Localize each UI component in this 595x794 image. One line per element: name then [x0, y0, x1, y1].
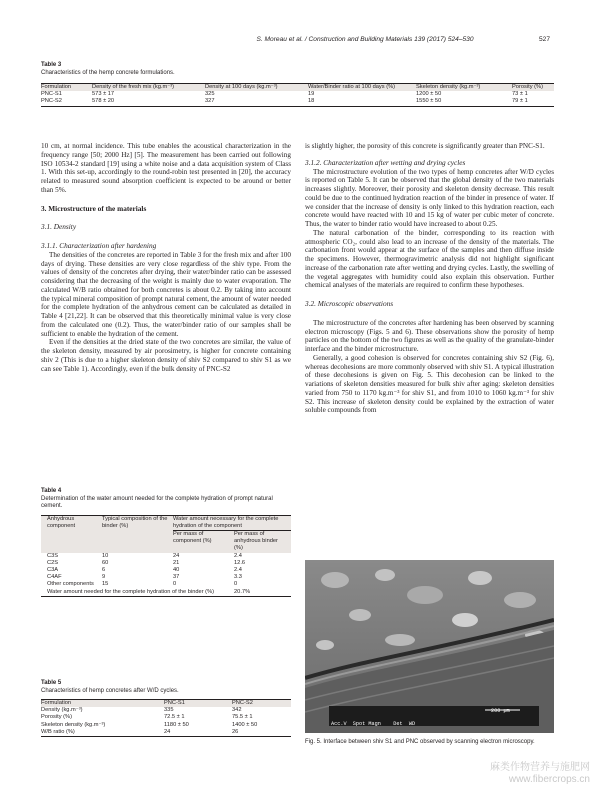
column-header: Per mass of component (%)	[173, 530, 212, 545]
section-heading-3: 3. Microstructure of the materials	[41, 203, 147, 213]
table-cell: 40	[173, 566, 180, 573]
table-3-caption: Characteristics of the hemp concrete formulations.	[41, 69, 175, 76]
table-5-caption: Characteristics of hemp concretes after W/D cycles.	[41, 687, 179, 694]
table-cell: 79 ± 1	[512, 98, 528, 105]
table-cell: C4AF	[47, 574, 62, 581]
left-column-text-top	[41, 142, 291, 373]
table-cell: C3S	[47, 552, 59, 559]
paragraph: The natural carbonation of the binder, corresponding to its reaction with atmospheric CO₂, could also lead to an increase of the density of the materials. The carbonation front would appear at the surface of the samples and then diffuse inside the specimens. However, thermogravimetric analysis did not highlight significant increase of the carbonation rate after wetting and drying cycles. Lastly, the swelling of the vegetal aggregates with humidity could also explain this observation. Further chemical analyses of the materials are required to confirm these hypotheses.	[305, 228, 554, 290]
table-cell: 15	[102, 581, 109, 588]
table-cell: Water amount needed for the complete hydration of the binder (%)	[47, 588, 215, 595]
table-cell: Other components	[47, 581, 94, 588]
column-header: Water/Binder ratio at 100 days (%)	[308, 84, 396, 90]
column-header: Water amount necessary for the complete hydration of the component	[173, 515, 291, 530]
table-row	[41, 91, 554, 98]
watermark-line-1: 麻类作物营养与施肥网	[490, 762, 590, 773]
figure-5-caption: Fig. 5. Interface between shiv S1 and PNC observed by scanning electron microscopy.	[305, 739, 535, 745]
table-4-caption: Determination of the water amount needed for the complete hydration of prompt natural cement.	[41, 495, 273, 509]
section-heading-3-1-1: 3.1.1. Characterization after hardening	[41, 241, 157, 250]
column-header: Skeleton density (kg.m⁻³)	[416, 84, 481, 90]
table-total-row	[41, 589, 291, 597]
paragraph: The densities of the concretes are reported in Table 3 for the fresh mix and after 100 days of drying. These densities are very close regardless of the shiv type. From the values of density of the concretes after drying, their water/binder ratio can be assessed considering that the decreasing of the weight is mainly due to water evaporation. The calculated W/B ratio obtained for both concretes is about 0.2. By taking into account the typical mineral composition of prompt natural cement, the amount of water needed for the complete hydration of the anhydrous cement can be calculated as detailed in Table 4 [21,22]. It can be observed that this theoretically minimal value is very close from the calculated one (0.2). Thus, the water/binder ratio of our samples shall be sufficient to enable the hydration of the cement.	[41, 250, 291, 338]
column-header: Density at 100 days (kg.m⁻³)	[205, 84, 278, 90]
table-cell: 24	[164, 728, 171, 735]
table-row	[41, 729, 291, 737]
table-cell: 24	[173, 552, 180, 559]
paragraph: The microstructure evolution of the two types of hemp concretes after W/D cycles is reported on Table 5. It can be observed that the global density of the two materials increases slightly. Moreover, their porosity and skeleton density decrease. This result could be due to the continued hydration reaction of the binder in presence of water. If we consider that the increase of density is only linked to this hydration reaction, each concrete would have reacted with 10 and 15 kg of water per cubic meter of concrete. Thus, the water to binder ratio would have increased to about 0.25.	[305, 167, 554, 228]
table-cell: 342	[232, 707, 242, 714]
table-row	[41, 714, 291, 721]
sem-info-bar	[331, 708, 424, 733]
paragraph: is slightly higher, the porosity of this concrete is significantly greater than PNC-S1.	[305, 142, 545, 150]
column-header: Formulation	[41, 700, 72, 706]
table-cell: 1180 ± 50	[164, 721, 189, 728]
table-row	[41, 581, 291, 588]
section-heading-3-2: 3.2. Microscopic observations	[305, 299, 394, 308]
section-heading-3-1-2: 3.1.2. Characterization after wetting and drying cycles	[305, 157, 466, 167]
table-cell: 10	[102, 552, 109, 559]
running-head: S. Moreau et al. / Construction and Building Materials 139 (2017) 524–530	[256, 36, 474, 43]
table-cell: 335	[164, 707, 174, 714]
table-cell: 6	[102, 566, 106, 573]
table-row	[41, 567, 291, 574]
table-cell: PNC-S2	[41, 98, 62, 105]
table-cell: 37	[173, 574, 180, 581]
table-cell: 75.5 ± 1	[232, 714, 253, 721]
table-cell: 0	[234, 581, 238, 588]
sem-info-line-1: Acc.V Spot Magn Det WD	[331, 721, 416, 727]
watermark-line-2: www.fibercrops.cn	[508, 774, 590, 785]
table-cell: 1550 ± 50	[416, 98, 442, 105]
table-cell: 573 ± 17	[92, 91, 115, 98]
table-row	[41, 560, 291, 567]
watermark	[430, 762, 590, 786]
paragraph: Even if the densities at the dried state of the two concretes are similar, the value of the skeleton density, measured by air porosimetry, is higher for concrete containing shiv 2 (This is due to a higher skeleton density of shiv S2 compared to shiv S1 as we can see Table 1). Accordingly, even if the bulk density of PNC-S2	[41, 338, 291, 373]
table-cell: 2.4	[234, 552, 242, 559]
column-header: Typical composition of the binder (%)	[102, 515, 168, 529]
table-cell: 9	[102, 574, 106, 581]
right-column-text	[305, 142, 554, 415]
table-cell: 12.6	[234, 559, 246, 566]
table-header-row	[41, 84, 554, 92]
table-cell: 20.7%	[234, 588, 251, 595]
table-cell: 325	[205, 91, 215, 98]
sem-micrograph-image	[305, 560, 554, 733]
sem-scale-label: 200 µm	[491, 708, 510, 714]
table-cell: 21	[173, 559, 180, 566]
table-row	[41, 707, 291, 714]
table-cell: Porosity (%)	[41, 714, 72, 721]
table-4-label: Table 4	[41, 488, 62, 494]
paragraph: The microstructure of the concretes after hardening has been observed by scanning electron microscopy (Figs. 5 and 6). These observations show the porosity of hemp particles on the bottom of the two figures as well as the quality of the granulate-binder interface and the binder microstructure.	[305, 318, 554, 353]
section-heading-3-1: 3.1. Density	[41, 222, 77, 232]
table-cell: 2.4	[234, 566, 242, 573]
column-header: Anhydrous component	[47, 515, 76, 529]
table-cell: 18	[308, 98, 315, 105]
column-header: Porosity (%)	[512, 84, 543, 90]
table-cell: W/B ratio (%)	[41, 728, 75, 735]
table-cell: 0	[173, 581, 177, 588]
table-row	[41, 574, 291, 581]
page-number: 527	[538, 36, 550, 43]
table-cell: 1200 ± 50	[416, 91, 442, 98]
table-cell: 60	[102, 559, 109, 566]
table-cell: 578 ± 20	[92, 98, 115, 105]
table-4	[41, 488, 291, 597]
column-header: PNC-S1	[164, 700, 185, 706]
table-5	[41, 680, 291, 737]
table-cell: C2S	[47, 559, 59, 566]
table-cell: 1400 ± 50	[232, 721, 258, 728]
column-header: Density of the fresh mix (kg.m⁻³)	[92, 84, 175, 90]
table-5-label: Table 5	[41, 680, 62, 686]
column-header: Formulation	[41, 84, 72, 90]
table-cell: 327	[205, 98, 215, 105]
table-cell: 3.3	[234, 574, 242, 581]
table-4-grid	[41, 515, 291, 597]
column-header: Per mass of anhydrous binder (%)	[234, 530, 278, 552]
table-3-label: Table 3	[41, 62, 62, 68]
table-cell: PNC-S1	[41, 91, 62, 98]
table-cell: Density (kg.m⁻³)	[41, 707, 83, 714]
table-cell: 26	[232, 728, 239, 735]
table-row	[41, 553, 291, 560]
table-row	[41, 98, 554, 106]
paragraph: Generally, a good cohesion is observed for concretes containing shiv S2 (Fig. 6), whereas decohesions are more commonly observed with shiv S1. A typical illustration of these decohesions is given on Fig. 5. This decohesion can be linked to the variations of skeleton densities measured for bulk shiv after aging: skeleton densities varied from 750 to 1170 kg.m⁻³ for shiv S1, and from 1010 to 1060 kg.m⁻³ for shiv S2. This increase of skeleton density could be explained by the extraction of water soluble compounds from	[305, 353, 554, 415]
table-row	[41, 722, 291, 729]
table-cell: 73 ± 1	[512, 91, 528, 98]
table-header-row	[41, 700, 291, 708]
column-header: PNC-S2	[232, 700, 253, 706]
table-header-row	[41, 515, 291, 530]
paragraph: 10 cm, at normal incidence. This tube enables the acoustical characterization in the frequency range [50; 2000 Hz] [5]. The measurement has been carried out following ISO 10534-2 standard [19] using a white noise and a data acquisition system of Class 1. With this set-up, accordingly to the round-robin test presented in [20], the accuracy related to measured sound absorption coefficient is expected to be around or better than 5%.	[41, 142, 291, 194]
table-cell: 72.5 ± 1	[164, 714, 185, 721]
table-cell: C3A	[47, 566, 59, 573]
table-3-grid	[41, 83, 554, 107]
table-cell: Skeleton density (kg.m⁻³)	[41, 721, 106, 728]
table-3	[41, 62, 554, 107]
table-cell: 19	[308, 91, 315, 98]
table-5-grid	[41, 699, 291, 737]
